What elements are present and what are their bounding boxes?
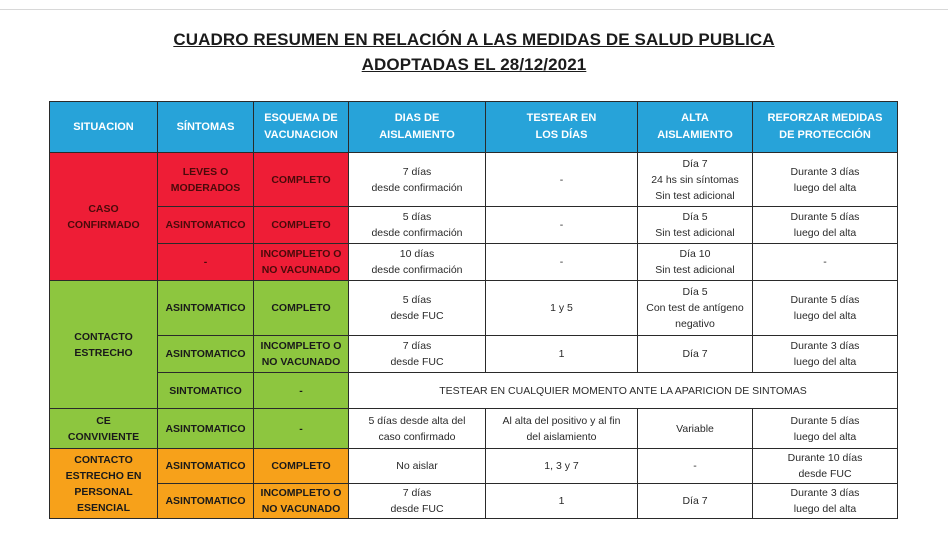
- cell-text-line: del aislamiento: [526, 430, 597, 443]
- cell-text-line: 1: [558, 348, 565, 360]
- cell-text-line: Durante 3 días: [790, 340, 860, 352]
- cell-text-line: ASINTOMATICO: [165, 219, 246, 231]
- cell-text-line: AISLAMIENTO: [657, 129, 733, 141]
- table-row: [50, 449, 898, 484]
- reforzar-cell: [753, 484, 898, 519]
- testear-cell: [486, 449, 638, 484]
- header-row: [50, 102, 898, 153]
- table-row: [50, 336, 898, 373]
- esquema-cell: [254, 409, 349, 449]
- esquema-cell: [254, 336, 349, 373]
- cell-text-line: LOS DÍAS: [535, 129, 588, 141]
- cell-text-line: Durante 5 días: [790, 414, 860, 427]
- merged-note-cell: TESTEAR EN CUALQUIER MOMENTO ANTE LA APARICION DE SINTOMAS: [349, 373, 898, 409]
- cell-text-line: CONTACTO: [74, 453, 133, 466]
- alta-cell: [638, 244, 753, 281]
- cell-text-line: luego del alta: [793, 310, 857, 322]
- dias-cell: [349, 281, 486, 336]
- alta-cell: [638, 281, 753, 336]
- reforzar-cell: [753, 207, 898, 244]
- cell-text-line: -: [559, 173, 564, 186]
- cell-text-line: Durante 3 días: [790, 487, 860, 499]
- testear-cell: [486, 409, 638, 449]
- cell-text-line: 10 días: [399, 248, 435, 260]
- cell-text-line: luego del alta: [793, 503, 857, 515]
- cell-text-line: desde confirmación: [371, 181, 463, 194]
- cell-text-line: DIAS DE: [394, 112, 440, 124]
- col-header-alta: [638, 102, 753, 153]
- dias-cell: [349, 484, 486, 519]
- esquema-cell: [254, 373, 349, 409]
- sintomas-cell: [158, 207, 254, 244]
- cell-text-line: COMPLETO: [271, 173, 331, 186]
- cell-text-line: desde FUC: [390, 356, 444, 368]
- table-row: [50, 484, 898, 519]
- cell-text-line: Día 5: [682, 211, 708, 223]
- cell-text-line: 24 hs sin síntomas: [651, 173, 739, 186]
- cell-text-line: desde FUC: [798, 468, 852, 480]
- cell-text-line: -: [559, 256, 564, 268]
- cell-text-line: ESENCIAL: [76, 501, 131, 514]
- cell-text-line: 5 días: [402, 211, 432, 223]
- alta-cell: [638, 207, 753, 244]
- group-caso-confirmado: [50, 153, 158, 281]
- page-title-line-1: CUADRO RESUMEN EN RELACIÓN A LAS MEDIDAS DE SALUD PUBLICA: [173, 30, 775, 49]
- cell-text-line: desde FUC: [390, 503, 444, 515]
- cell-text-line: NO VACUNADO: [261, 264, 341, 276]
- sintomas-cell: [158, 484, 254, 519]
- cell-text-line: 7 días: [402, 165, 432, 178]
- cell-text-line: INCOMPLETO O: [260, 487, 342, 499]
- dias-cell: [349, 336, 486, 373]
- esquema-cell: [254, 449, 349, 484]
- summary-table: [49, 101, 898, 519]
- cell-text-line: PERSONAL: [74, 485, 133, 498]
- cell-text-line: CONTACTO: [74, 330, 133, 343]
- reforzar-cell: [753, 244, 898, 281]
- sintomas-cell: [158, 373, 254, 409]
- alta-cell: [638, 449, 753, 484]
- cell-text-line: caso confirmado: [378, 430, 456, 443]
- cell-text-line: Variable: [676, 422, 714, 435]
- cell-text-line: ALTA: [681, 112, 709, 124]
- cell-text-line: -: [559, 219, 564, 231]
- alta-cell: [638, 336, 753, 373]
- cell-text-line: MODERADOS: [170, 181, 241, 194]
- cell-text-line: ESTRECHO: [74, 346, 133, 359]
- top-divider: [0, 9, 948, 10]
- testear-cell: [486, 281, 638, 336]
- testear-cell: [486, 153, 638, 207]
- cell-text-line: Con test de antígeno: [646, 302, 744, 314]
- sintomas-cell: [158, 244, 254, 281]
- cell-text-line: TESTEAR EN: [526, 112, 597, 124]
- cell-text-line: INCOMPLETO O: [260, 340, 342, 352]
- col-header-sintomas: [158, 102, 254, 153]
- esquema-cell: [254, 484, 349, 519]
- cell-text-line: negativo: [675, 318, 715, 330]
- cell-text-line: DE PROTECCIÓN: [779, 129, 871, 141]
- sintomas-cell: [158, 281, 254, 336]
- esquema-cell: [254, 153, 349, 207]
- testear-cell: [486, 207, 638, 244]
- cell-text-line: COMPLETO: [271, 302, 331, 314]
- cell-text-line: Durante 5 días: [790, 211, 860, 223]
- cell-text-line: -: [203, 256, 208, 268]
- alta-cell: [638, 153, 753, 207]
- cell-text-line: AISLAMIENTO: [379, 129, 455, 141]
- cell-text-line: ASINTOMATICO: [165, 460, 246, 472]
- cell-text-line: SÍNTOMAS: [176, 120, 235, 133]
- cell-text-line: Día 10: [679, 248, 711, 260]
- cell-text-line: desde FUC: [390, 310, 444, 322]
- table-row: [50, 281, 898, 336]
- sintomas-cell: [158, 409, 254, 449]
- cell-text-line: luego del alta: [793, 430, 857, 443]
- col-header-reforzar: [753, 102, 898, 153]
- group-personal-esencial: [50, 449, 158, 519]
- cell-text-line: 5 días: [402, 294, 432, 306]
- cell-text-line: -: [823, 256, 827, 268]
- group-ce-conviviente: [50, 409, 158, 449]
- table-row: [50, 373, 898, 409]
- dias-cell: [349, 153, 486, 207]
- cell-text-line: ESQUEMA DE: [264, 112, 338, 124]
- cell-text-line: Día 7: [682, 157, 708, 170]
- cell-text-line: SINTOMATICO: [169, 384, 242, 397]
- cell-text-line: luego del alta: [793, 356, 857, 368]
- cell-text-line: Sin test adicional: [655, 264, 735, 276]
- cell-text-line: luego del alta: [793, 181, 857, 194]
- cell-text-line: Sin test adicional: [655, 227, 735, 239]
- esquema-cell: [254, 281, 349, 336]
- reforzar-cell: [753, 449, 898, 484]
- cell-text-line: luego del alta: [793, 227, 857, 239]
- cell-text-line: -: [299, 384, 303, 397]
- cell-text-line: ASINTOMATICO: [165, 348, 246, 360]
- testear-cell: [486, 244, 638, 281]
- table-row: [50, 153, 898, 207]
- cell-text-line: REFORZAR MEDIDAS: [767, 112, 883, 124]
- col-header-dias: [349, 102, 486, 153]
- cell-text-line: ASINTOMATICO: [165, 422, 246, 435]
- testear-cell: [486, 336, 638, 373]
- cell-text-line: Durante 3 días: [790, 165, 860, 178]
- cell-text-line: CE: [96, 414, 111, 427]
- testear-cell: [486, 484, 638, 519]
- cell-text-line: COMPLETO: [271, 219, 331, 231]
- cell-text-line: CONFIRMADO: [67, 218, 140, 231]
- cell-text-line: LEVES O: [182, 165, 229, 178]
- dias-cell: [349, 449, 486, 484]
- reforzar-cell: [753, 409, 898, 449]
- cell-text-line: No aislar: [396, 460, 438, 472]
- cell-text-line: 7 días: [402, 340, 432, 352]
- cell-text-line: Durante 5 días: [790, 294, 860, 306]
- reforzar-cell: [753, 336, 898, 373]
- alta-cell: [638, 484, 753, 519]
- sintomas-cell: [158, 153, 254, 207]
- cell-text-line: NO VACUNADO: [261, 356, 341, 368]
- cell-text-line: 1: [558, 495, 565, 507]
- cell-text-line: Día 7: [682, 348, 708, 360]
- cell-text-line: SITUACION: [73, 120, 134, 133]
- dias-cell: [349, 409, 486, 449]
- cell-text-line: COMPLETO: [271, 460, 331, 472]
- cell-text-line: VACUNACION: [264, 129, 338, 141]
- sintomas-cell: [158, 336, 254, 373]
- cell-text-line: desde confirmación: [371, 264, 463, 276]
- sintomas-cell: [158, 449, 254, 484]
- cell-text-line: ASINTOMATICO: [165, 302, 246, 314]
- reforzar-cell: [753, 153, 898, 207]
- cell-text-line: -: [693, 460, 697, 472]
- cell-text-line: Día 7: [682, 495, 708, 507]
- cell-text-line: Durante 10 días: [787, 452, 863, 464]
- table-row: [50, 409, 898, 449]
- table-row: [50, 207, 898, 244]
- cell-text-line: 5 días desde alta del: [368, 414, 466, 427]
- cell-text-line: -: [299, 422, 303, 435]
- cell-text-line: Sin test adicional: [655, 189, 735, 202]
- cell-text-line: desde confirmación: [371, 227, 463, 239]
- cell-text-line: NO VACUNADO: [261, 503, 341, 515]
- col-header-testear: [486, 102, 638, 153]
- page-title-line-2: ADOPTADAS EL 28/12/2021: [361, 55, 587, 74]
- alta-cell: [638, 409, 753, 449]
- group-contacto-estrecho: [50, 281, 158, 409]
- dias-cell: [349, 244, 486, 281]
- cell-text-line: ESTRECHO EN: [65, 469, 142, 482]
- col-header-esquema: [254, 102, 349, 153]
- cell-text-line: 1 y 5: [550, 302, 573, 314]
- cell-text-line: CASO: [88, 202, 119, 215]
- cell-text-line: Día 5: [682, 286, 708, 298]
- cell-text-line: INCOMPLETO O: [260, 248, 342, 260]
- esquema-cell: [254, 207, 349, 244]
- dias-cell: [349, 207, 486, 244]
- cell-text-line: 1, 3 y 7: [544, 460, 579, 472]
- cell-text-line: 7 días: [402, 487, 432, 499]
- cell-text-line: Al alta del positivo y al fin: [502, 414, 621, 427]
- col-header-situacion: [50, 102, 158, 153]
- cell-text-line: CONVIVIENTE: [67, 430, 140, 443]
- table-row: [50, 244, 898, 281]
- esquema-cell: [254, 244, 349, 281]
- reforzar-cell: [753, 281, 898, 336]
- cell-text-line: ASINTOMATICO: [165, 495, 246, 507]
